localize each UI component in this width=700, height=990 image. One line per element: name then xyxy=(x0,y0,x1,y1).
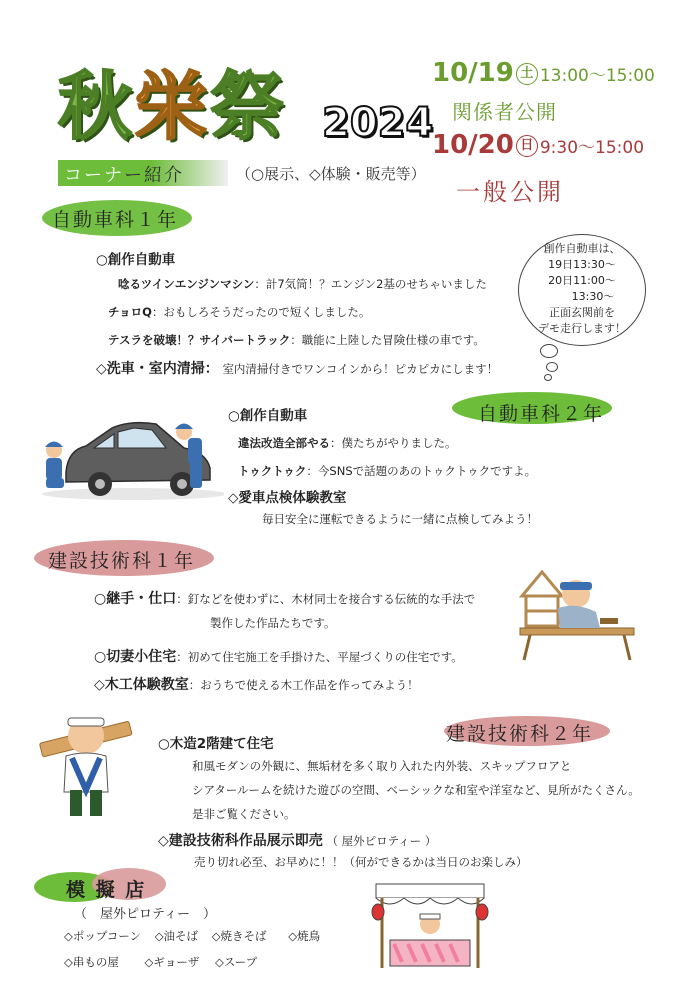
carpenter-illustration xyxy=(516,566,640,662)
const2-item2-text: 売り切れ必至、お早めに！！（何ができるかは当日のお楽しみ） xyxy=(194,855,528,869)
auto2-item-head: ○創作自動車 xyxy=(228,408,308,424)
auto2-line2-title: トゥクトゥク xyxy=(238,464,307,478)
mock-shop: ◇油そば xyxy=(154,929,199,943)
auto2-line1-title: 違法改造全部やる xyxy=(238,436,330,450)
auto1-line3-text: ：職能に上陸した冒険仕様の車です。 xyxy=(290,333,485,347)
const1-item2 xyxy=(94,646,463,666)
mock-shop: ◇焼きそば xyxy=(211,929,267,943)
mock-shop: ◇焼鳥 xyxy=(288,929,321,943)
auto2-item2-title: ◇愛車点検体験教室 xyxy=(228,490,347,506)
corner-label-b: ー紹介 xyxy=(124,165,184,186)
date2-time: 9:30～15:00 xyxy=(539,138,645,158)
auto1-item2-text: 室内清掃付きでワンコインから！ピカピカにします！ xyxy=(222,362,499,376)
const1-item2-title: ○切妻小住宅 xyxy=(94,649,177,665)
bubble-line: 創作自動車は、 xyxy=(543,242,621,255)
bubble-tail-dot xyxy=(544,374,552,381)
demo-run-bubble xyxy=(518,234,646,346)
const1-item1 xyxy=(94,588,475,608)
const2-item2 xyxy=(158,830,436,850)
auto1-line2-title: チョロQ xyxy=(108,305,152,319)
bubble-tail-dot xyxy=(546,362,558,372)
mock-place: （ 屋外ピロティー ） xyxy=(74,907,216,922)
date1-time: 13:00～15:00 xyxy=(539,66,655,86)
bubble-line: 19日13:30～ xyxy=(548,258,616,271)
const1-item1-title: ○継手・仕口 xyxy=(94,591,177,607)
auto1-item2 xyxy=(96,358,498,378)
mock-row2 xyxy=(64,954,257,970)
bubble-line: 正面玄関前を xyxy=(549,306,615,319)
date1-weekday: 土 xyxy=(516,63,538,85)
const2-desc-line1: 和風モダンの外観に、無垢材を多く取り入れた内外装、スキップフロアと xyxy=(192,759,572,773)
auto2-item2-text: 毎日安全に運転できるように一緒に点検してみよう！ xyxy=(262,512,538,526)
auto1-line3 xyxy=(108,332,485,348)
bubble-line: 13:30～ xyxy=(549,290,615,303)
const1-item1-text-b: 製作した作品たちです。 xyxy=(210,616,336,630)
const1-item3-text: ：おうちで使える木工作品を作ってみよう！ xyxy=(188,678,419,692)
corner-intro-label xyxy=(64,161,184,187)
bubble-line: デモ走行します！ xyxy=(538,322,626,335)
mock-heading: 模 擬 店 xyxy=(66,879,147,901)
mock-shop: ◇ギョーザ xyxy=(144,955,200,969)
car-mechanics-illustration xyxy=(34,410,224,502)
auto1-line2 xyxy=(108,304,370,320)
auto1-line1-text: ：計7気筒！？エンジン2基のせちゃいました xyxy=(254,277,487,291)
title-char-1: 秋 xyxy=(58,64,134,150)
mock-shop: ◇ポップコーン xyxy=(64,929,142,943)
festival-title xyxy=(58,48,286,154)
const1-item3-title: ◇木工体験教室 xyxy=(94,677,189,693)
date1-audience: 関係者公開 xyxy=(452,100,557,124)
auto2-line2 xyxy=(238,463,536,479)
const2-heading: 建設技術科２年 xyxy=(446,723,594,745)
const1-heading: 建設技術科１年 xyxy=(48,550,196,572)
date2-weekday: 日 xyxy=(516,135,538,157)
auto1-line2-text: ：おもしろそうだったので短くしました。 xyxy=(151,305,371,319)
title-char-3: 祭 xyxy=(210,64,286,150)
const2-item2-place: （ 屋外ピロティー ） xyxy=(326,834,437,848)
mock-shop: ◇串もの屋 xyxy=(64,955,119,969)
auto1-heading: 自動車科１年 xyxy=(52,209,179,231)
bubble-line: 20日11:00～ xyxy=(548,274,616,287)
carpenter-with-lumber-illustration xyxy=(36,700,136,820)
auto1-item-head: ○創作自動車 xyxy=(96,252,176,268)
auto1-item2-title: ◇洗車・室内清掃： xyxy=(96,361,219,377)
const2-item2-title: ◇建設技術科作品展示即売 xyxy=(158,833,323,849)
auto2-line1 xyxy=(238,435,457,451)
auto2-heading: 自動車科２年 xyxy=(478,403,605,425)
date2-date: 10/20 xyxy=(432,130,514,160)
const1-item2-text: ：初めて住宅施工を手掛けた、平屋づくりの住宅です。 xyxy=(176,650,463,664)
auto1-line1-title: 唸るツインエンジンマシン xyxy=(118,277,255,291)
date-day2 xyxy=(432,130,644,160)
corner-label-a: コーナ xyxy=(64,165,124,186)
const2-item-head: ○木造2階建て住宅 xyxy=(158,736,274,752)
const2-desc-line3: 是非ご覧ください。 xyxy=(192,807,296,821)
festival-year: 2024 xyxy=(322,100,434,146)
bubble-tail-dot xyxy=(540,344,558,358)
const2-desc-line2: シアタールームを続けた遊びの空間、ベーシックな和室や洋室など、見所がたくさん。 xyxy=(192,783,640,797)
date-day1 xyxy=(432,58,655,88)
date1-date: 10/19 xyxy=(432,58,514,88)
title-char-2: 栄 xyxy=(134,64,210,150)
const1-item1-text-a: ：釘などを使わずに、木材同士を接合する伝統的な手法で xyxy=(176,592,476,606)
mock-shop: ◇スープ xyxy=(215,955,258,969)
corner-intro-note: （○展示、◇体験・販売等） xyxy=(236,165,426,183)
const1-item3 xyxy=(94,674,419,694)
auto1-line1 xyxy=(118,276,487,292)
food-stall-illustration xyxy=(368,880,492,972)
auto2-line1-text: ：僕たちがやりました。 xyxy=(330,436,457,450)
mock-row1 xyxy=(64,928,320,944)
date2-audience: 一般公開 xyxy=(456,178,564,206)
auto2-line2-text: ：今SNSで話題のあのトゥクトゥクですよ。 xyxy=(306,464,537,478)
auto1-line3-title: テスラを破壊！？サイバートラック xyxy=(108,333,291,347)
